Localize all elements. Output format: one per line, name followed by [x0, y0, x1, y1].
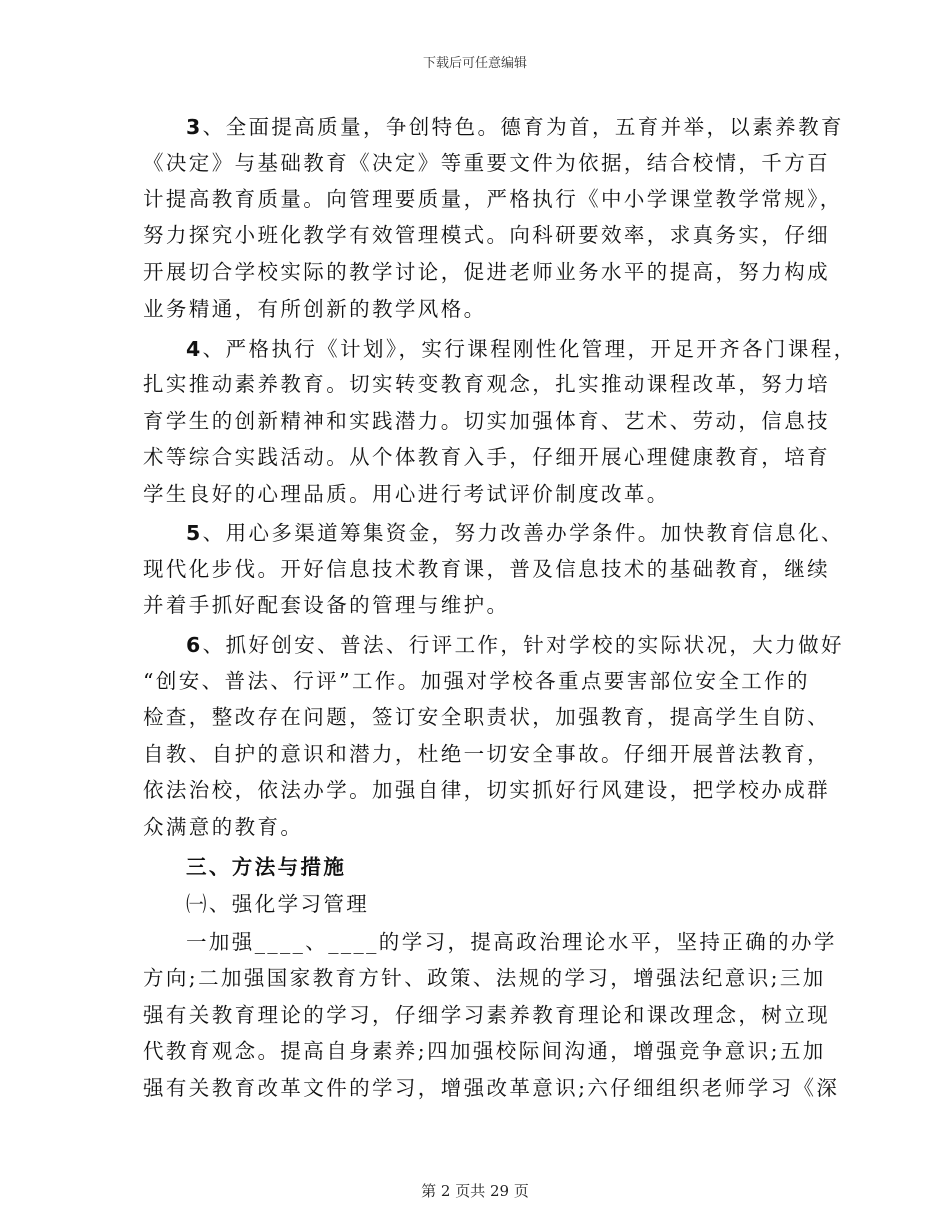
paragraph-number: 3 — [186, 115, 203, 139]
paragraph-6-line-3: 检查，整改存在问题，签订安全职责状，加强教育，提高学生自防、 — [143, 705, 830, 729]
paragraph-3-line-2: 《决定》与基础教育《决定》等重要文件为依据，结合校情，千方百 — [143, 151, 830, 175]
page-footer: 第 2 页共 29 页 — [421, 1182, 529, 1200]
paragraph-6-line-5: 依法治校，依法办学。加强自律，切实抓好行风建设，把学校办成群 — [143, 778, 830, 802]
study-paragraph-line-1: 一加强____、____的学习，提高政治理论水平，坚持正确的办学 — [186, 930, 837, 954]
paragraph-5-line-2: 现代化步伐。开好信息技术教育课，普及信息技术的基础教育，继续 — [143, 557, 830, 581]
paragraph-text: 、全面提高质量，争创特色。德育为首，五育并举，以素养教育 — [202, 115, 844, 139]
paragraph-4-line-4: 术等综合实践活动。从个体教育入手，仔细开展心理健康教育，培育 — [143, 445, 830, 469]
paragraph-4-line-1 — [186, 334, 866, 364]
paragraph-5-line-1 — [186, 518, 866, 548]
paragraph-3-line-4: 努力探究小班化教学有效管理模式。向科研要效率，求真务实，仔细 — [143, 223, 830, 247]
paragraph-6-line-4: 自教、自护的意识和潜力，杜绝一切安全事故。仔细开展普法教育， — [143, 742, 830, 766]
paragraph-number: 5 — [186, 521, 203, 545]
paragraph-6-line-6: 众满意的教育。 — [143, 815, 304, 839]
paragraph-6-line-1 — [186, 630, 866, 660]
paragraph-4-line-2: 扎实推动素养教育。切实转变教育观念，扎实推动课程改革，努力培 — [143, 372, 830, 396]
study-paragraph-line-3: 强有关教育理论的学习，仔细学习素养教育理论和课改理念，树立现 — [143, 1003, 830, 1027]
paragraph-3-line-6: 业务精通，有所创新的教学风格。 — [143, 297, 487, 321]
paragraph-number: 6 — [186, 633, 203, 657]
study-paragraph-line-2: 方向;二加强国家教育方针、政策、法规的学习，增强法纪意识;三加 — [143, 966, 826, 990]
paragraph-text: 、严格执行《计划》，实行课程刚性化管理，开足开齐各门课程， — [202, 337, 857, 361]
study-paragraph-line-5: 强有关教育改革文件的学习，增强改革意识;六仔细组织老师学习《深 — [143, 1076, 840, 1100]
paragraph-5-line-3: 并着手抓好配套设备的管理与维护。 — [143, 593, 510, 617]
section-heading: 三、方法与措施 — [186, 855, 347, 879]
paragraph-6-line-2: “创安、普法、行评”工作。加强对学校各重点要害部位安全工作的 — [143, 669, 810, 693]
subsection-heading: ㈠、强化学习管理 — [186, 892, 370, 916]
paragraph-4-line-5: 学生良好的心理品质。用心进行考试评价制度改革。 — [143, 482, 670, 506]
paragraph-3-line-1 — [186, 112, 866, 142]
paragraph-3-line-5: 开展切合学校实际的教学讨论，促进老师业务水平的提高，努力构成 — [143, 260, 830, 284]
study-paragraph-line-4: 代教育观念。提高自身素养;四加强校际间沟通，增强竞争意识;五加 — [143, 1039, 826, 1063]
paragraph-3-line-3: 计提高教育质量。向管理要质量，严格执行《中小学课堂教学常规》， — [143, 187, 843, 211]
page-header: 下载后可任意编辑 — [422, 56, 527, 71]
paragraph-text: 、用心多渠道筹集资金，努力改善办学条件。加快教育信息化、 — [202, 521, 844, 545]
paragraph-number: 4 — [186, 337, 203, 361]
paragraph-4-line-3: 育学生的创新精神和实践潜力。切实加强体育、艺术、劳动，信息技 — [143, 409, 830, 433]
paragraph-text: 、抓好创安、普法、行评工作，针对学校的实际状况，大力做好 — [202, 633, 844, 657]
